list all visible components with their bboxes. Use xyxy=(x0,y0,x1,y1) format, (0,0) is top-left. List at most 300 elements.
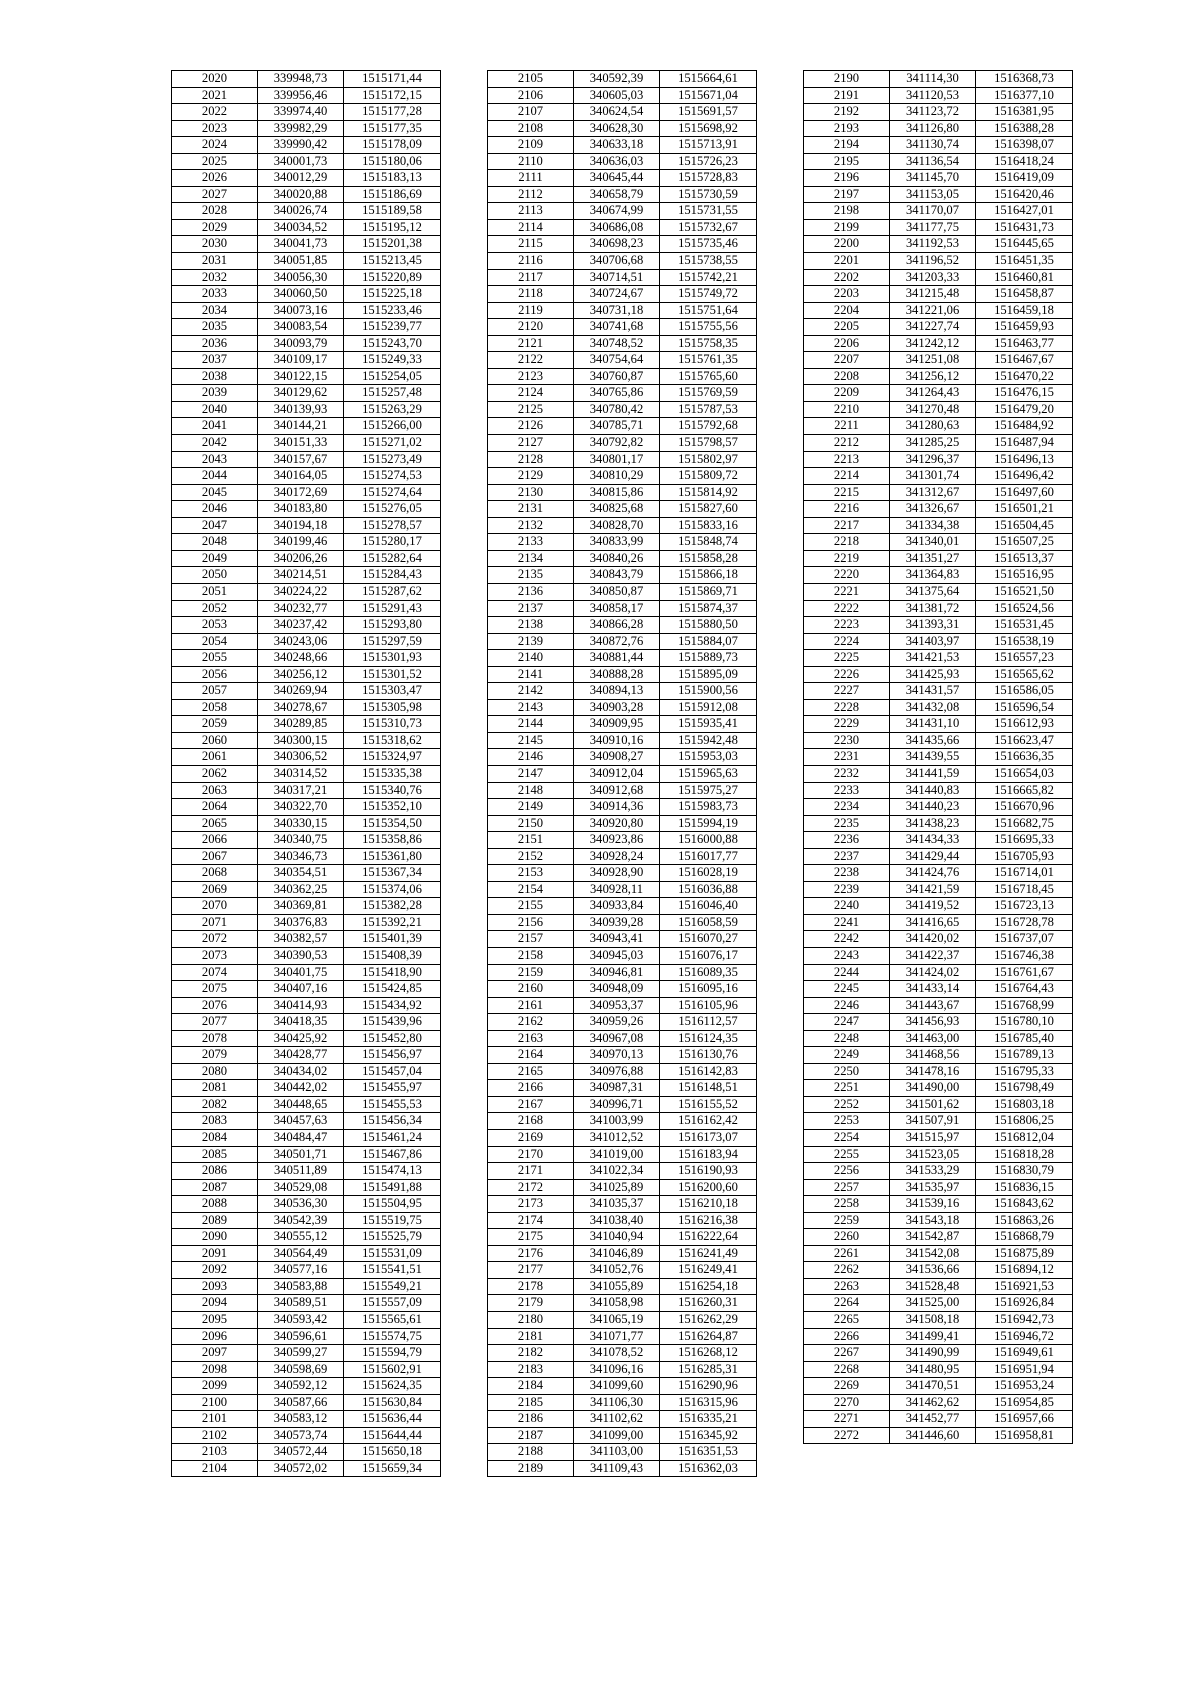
table-row xyxy=(172,219,441,236)
point-number-cell: 2036 xyxy=(172,335,258,352)
y-coordinate-cell: 1516818,28 xyxy=(976,1146,1073,1163)
y-coordinate-cell: 1515408,39 xyxy=(344,947,441,964)
x-coordinate-cell: 340593,42 xyxy=(258,1312,344,1329)
point-number-cell: 2211 xyxy=(804,418,890,435)
y-coordinate-cell: 1515738,55 xyxy=(660,253,757,270)
point-number-cell: 2117 xyxy=(488,269,574,286)
point-number-cell: 2061 xyxy=(172,749,258,766)
x-coordinate-cell: 341499,41 xyxy=(890,1328,976,1345)
point-number-cell: 2201 xyxy=(804,253,890,270)
table-row xyxy=(172,699,441,716)
y-coordinate-cell: 1515474,13 xyxy=(344,1163,441,1180)
table-row xyxy=(804,1262,1073,1279)
x-coordinate-cell: 341078,52 xyxy=(574,1345,660,1362)
table-row xyxy=(804,1212,1073,1229)
x-coordinate-cell: 340741,68 xyxy=(574,319,660,336)
table-row xyxy=(172,550,441,567)
x-coordinate-cell: 340577,16 xyxy=(258,1262,344,1279)
point-number-cell: 2120 xyxy=(488,319,574,336)
y-coordinate-cell: 1516262,29 xyxy=(660,1312,757,1329)
y-coordinate-cell: 1515848,74 xyxy=(660,534,757,551)
point-number-cell: 2124 xyxy=(488,385,574,402)
x-coordinate-cell: 340760,87 xyxy=(574,368,660,385)
table-row xyxy=(488,1113,757,1130)
point-number-cell: 2103 xyxy=(172,1444,258,1461)
point-number-cell: 2233 xyxy=(804,782,890,799)
x-coordinate-cell: 340923,86 xyxy=(574,832,660,849)
x-coordinate-cell: 340828,70 xyxy=(574,517,660,534)
table-row xyxy=(804,517,1073,534)
table-row xyxy=(804,236,1073,253)
y-coordinate-cell: 1515186,69 xyxy=(344,186,441,203)
table-row xyxy=(488,71,757,88)
table-row xyxy=(804,368,1073,385)
point-number-cell: 2174 xyxy=(488,1212,574,1229)
table-row xyxy=(804,931,1073,948)
table-row xyxy=(172,964,441,981)
table-row xyxy=(172,401,441,418)
table-row xyxy=(488,269,757,286)
table-row xyxy=(172,865,441,882)
point-number-cell: 2262 xyxy=(804,1262,890,1279)
point-number-cell: 2022 xyxy=(172,104,258,121)
table-row xyxy=(488,501,757,518)
table-row xyxy=(804,1063,1073,1080)
table-row xyxy=(804,1411,1073,1428)
y-coordinate-cell: 1515691,57 xyxy=(660,104,757,121)
x-coordinate-cell: 340484,47 xyxy=(258,1130,344,1147)
point-number-cell: 2173 xyxy=(488,1196,574,1213)
y-coordinate-cell: 1515758,35 xyxy=(660,335,757,352)
x-coordinate-cell: 341421,53 xyxy=(890,650,976,667)
point-number-cell: 2178 xyxy=(488,1278,574,1295)
x-coordinate-cell: 339982,29 xyxy=(258,120,344,137)
point-number-cell: 2184 xyxy=(488,1378,574,1395)
y-coordinate-cell: 1516216,38 xyxy=(660,1212,757,1229)
x-coordinate-cell: 340183,80 xyxy=(258,501,344,518)
y-coordinate-cell: 1516868,79 xyxy=(976,1229,1073,1246)
point-number-cell: 2164 xyxy=(488,1047,574,1064)
y-coordinate-cell: 1516142,83 xyxy=(660,1063,757,1080)
table-row xyxy=(488,1179,757,1196)
y-coordinate-cell: 1515392,21 xyxy=(344,914,441,931)
x-coordinate-cell: 340428,77 xyxy=(258,1047,344,1064)
x-coordinate-cell: 341340,01 xyxy=(890,534,976,551)
point-number-cell: 2030 xyxy=(172,236,258,253)
point-number-cell: 2215 xyxy=(804,484,890,501)
x-coordinate-cell: 341425,93 xyxy=(890,666,976,683)
table-row xyxy=(804,203,1073,220)
point-number-cell: 2126 xyxy=(488,418,574,435)
point-number-cell: 2086 xyxy=(172,1163,258,1180)
y-coordinate-cell: 1515273,49 xyxy=(344,451,441,468)
table-row xyxy=(804,683,1073,700)
x-coordinate-cell: 340959,26 xyxy=(574,1014,660,1031)
x-coordinate-cell: 341422,37 xyxy=(890,947,976,964)
table-row xyxy=(804,964,1073,981)
point-number-cell: 2085 xyxy=(172,1146,258,1163)
y-coordinate-cell: 1516345,92 xyxy=(660,1427,757,1444)
y-coordinate-cell: 1516654,03 xyxy=(976,765,1073,782)
x-coordinate-cell: 340414,93 xyxy=(258,997,344,1014)
y-coordinate-cell: 1516264,87 xyxy=(660,1328,757,1345)
table-row xyxy=(172,1014,441,1031)
y-coordinate-cell: 1515354,50 xyxy=(344,815,441,832)
y-coordinate-cell: 1515335,38 xyxy=(344,765,441,782)
point-number-cell: 2149 xyxy=(488,799,574,816)
y-coordinate-cell: 1515650,18 xyxy=(344,1444,441,1461)
y-coordinate-cell: 1516222,64 xyxy=(660,1229,757,1246)
point-number-cell: 2021 xyxy=(172,87,258,104)
y-coordinate-cell: 1515827,60 xyxy=(660,501,757,518)
x-coordinate-cell: 340129,62 xyxy=(258,385,344,402)
x-coordinate-cell: 341515,97 xyxy=(890,1130,976,1147)
table-row xyxy=(172,749,441,766)
point-number-cell: 2237 xyxy=(804,848,890,865)
point-number-cell: 2264 xyxy=(804,1295,890,1312)
point-number-cell: 2272 xyxy=(804,1427,890,1444)
y-coordinate-cell: 1515180,06 xyxy=(344,153,441,170)
x-coordinate-cell: 340928,24 xyxy=(574,848,660,865)
point-number-cell: 2116 xyxy=(488,253,574,270)
y-coordinate-cell: 1515257,48 xyxy=(344,385,441,402)
y-coordinate-cell: 1516714,01 xyxy=(976,865,1073,882)
y-coordinate-cell: 1515249,33 xyxy=(344,352,441,369)
point-number-cell: 2093 xyxy=(172,1278,258,1295)
x-coordinate-cell: 340073,16 xyxy=(258,302,344,319)
point-number-cell: 2108 xyxy=(488,120,574,137)
x-coordinate-cell: 340953,37 xyxy=(574,997,660,1014)
x-coordinate-cell: 340970,13 xyxy=(574,1047,660,1064)
point-number-cell: 2133 xyxy=(488,534,574,551)
table-row xyxy=(488,898,757,915)
y-coordinate-cell: 1515644,44 xyxy=(344,1427,441,1444)
x-coordinate-cell: 341539,16 xyxy=(890,1196,976,1213)
table-row xyxy=(804,1345,1073,1362)
y-coordinate-cell: 1515751,64 xyxy=(660,302,757,319)
x-coordinate-cell: 341543,18 xyxy=(890,1212,976,1229)
table-row xyxy=(172,914,441,931)
table-row xyxy=(172,617,441,634)
point-number-cell: 2136 xyxy=(488,583,574,600)
x-coordinate-cell: 341242,12 xyxy=(890,335,976,352)
point-number-cell: 2190 xyxy=(804,71,890,88)
x-coordinate-cell: 341203,33 xyxy=(890,269,976,286)
y-coordinate-cell: 1515418,90 xyxy=(344,964,441,981)
y-coordinate-cell: 1516524,56 xyxy=(976,600,1073,617)
table-row xyxy=(804,716,1073,733)
y-coordinate-cell: 1515172,15 xyxy=(344,87,441,104)
table-row xyxy=(172,1312,441,1329)
y-coordinate-cell: 1516521,50 xyxy=(976,583,1073,600)
table-row xyxy=(172,832,441,849)
table-row xyxy=(172,732,441,749)
y-coordinate-cell: 1516000,88 xyxy=(660,832,757,849)
table-row xyxy=(172,650,441,667)
point-number-cell: 2217 xyxy=(804,517,890,534)
y-coordinate-cell: 1515278,57 xyxy=(344,517,441,534)
x-coordinate-cell: 340920,80 xyxy=(574,815,660,832)
table-row xyxy=(172,881,441,898)
x-coordinate-cell: 340157,67 xyxy=(258,451,344,468)
y-coordinate-cell: 1516596,54 xyxy=(976,699,1073,716)
point-number-cell: 2246 xyxy=(804,997,890,1014)
y-coordinate-cell: 1515965,63 xyxy=(660,765,757,782)
table-row xyxy=(804,732,1073,749)
point-number-cell: 2162 xyxy=(488,1014,574,1031)
point-number-cell: 2024 xyxy=(172,137,258,154)
x-coordinate-cell: 340592,12 xyxy=(258,1378,344,1395)
point-number-cell: 2234 xyxy=(804,799,890,816)
y-coordinate-cell: 1516070,27 xyxy=(660,931,757,948)
x-coordinate-cell: 340765,86 xyxy=(574,385,660,402)
point-number-cell: 2228 xyxy=(804,699,890,716)
x-coordinate-cell: 341280,63 xyxy=(890,418,976,435)
point-number-cell: 2130 xyxy=(488,484,574,501)
x-coordinate-cell: 341136,54 xyxy=(890,153,976,170)
table-row xyxy=(172,815,441,832)
table-row xyxy=(172,203,441,220)
y-coordinate-cell: 1515900,56 xyxy=(660,683,757,700)
table-row xyxy=(804,749,1073,766)
table-row xyxy=(172,71,441,88)
x-coordinate-cell: 340346,73 xyxy=(258,848,344,865)
y-coordinate-cell: 1515455,97 xyxy=(344,1080,441,1097)
table-row xyxy=(488,1229,757,1246)
y-coordinate-cell: 1515276,05 xyxy=(344,501,441,518)
table-row xyxy=(172,1113,441,1130)
x-coordinate-cell: 340928,11 xyxy=(574,881,660,898)
point-number-cell: 2208 xyxy=(804,368,890,385)
point-number-cell: 2094 xyxy=(172,1295,258,1312)
point-number-cell: 2138 xyxy=(488,617,574,634)
y-coordinate-cell: 1516737,07 xyxy=(976,931,1073,948)
table-row xyxy=(488,517,757,534)
table-row xyxy=(804,253,1073,270)
y-coordinate-cell: 1515243,70 xyxy=(344,335,441,352)
table-row xyxy=(172,1345,441,1362)
x-coordinate-cell: 340511,89 xyxy=(258,1163,344,1180)
x-coordinate-cell: 341120,53 xyxy=(890,87,976,104)
y-coordinate-cell: 1515504,95 xyxy=(344,1196,441,1213)
point-number-cell: 2155 xyxy=(488,898,574,915)
x-coordinate-cell: 340001,73 xyxy=(258,153,344,170)
table-row xyxy=(172,583,441,600)
x-coordinate-cell: 341446,60 xyxy=(890,1427,976,1444)
x-coordinate-cell: 340592,39 xyxy=(574,71,660,88)
point-number-cell: 2193 xyxy=(804,120,890,137)
table-row xyxy=(172,981,441,998)
y-coordinate-cell: 1515630,84 xyxy=(344,1394,441,1411)
point-number-cell: 2080 xyxy=(172,1063,258,1080)
x-coordinate-cell: 340317,21 xyxy=(258,782,344,799)
point-number-cell: 2157 xyxy=(488,931,574,948)
table-row xyxy=(172,931,441,948)
y-coordinate-cell: 1516418,24 xyxy=(976,153,1073,170)
table-row xyxy=(488,435,757,452)
y-coordinate-cell: 1516200,60 xyxy=(660,1179,757,1196)
table-row xyxy=(804,881,1073,898)
table-row xyxy=(172,1163,441,1180)
point-number-cell: 2105 xyxy=(488,71,574,88)
point-number-cell: 2255 xyxy=(804,1146,890,1163)
y-coordinate-cell: 1516036,88 xyxy=(660,881,757,898)
table-row xyxy=(488,964,757,981)
y-coordinate-cell: 1515866,18 xyxy=(660,567,757,584)
x-coordinate-cell: 340674,99 xyxy=(574,203,660,220)
y-coordinate-cell: 1516484,92 xyxy=(976,418,1073,435)
table-row xyxy=(172,799,441,816)
x-coordinate-cell: 341055,89 xyxy=(574,1278,660,1295)
point-number-cell: 2027 xyxy=(172,186,258,203)
y-coordinate-cell: 1515183,13 xyxy=(344,170,441,187)
table-row xyxy=(488,1278,757,1295)
point-number-cell: 2058 xyxy=(172,699,258,716)
point-number-cell: 2049 xyxy=(172,550,258,567)
table-row xyxy=(488,219,757,236)
point-number-cell: 2154 xyxy=(488,881,574,898)
y-coordinate-cell: 1516112,57 xyxy=(660,1014,757,1031)
point-number-cell: 2102 xyxy=(172,1427,258,1444)
point-number-cell: 2169 xyxy=(488,1130,574,1147)
point-number-cell: 2196 xyxy=(804,170,890,187)
table-row xyxy=(804,617,1073,634)
y-coordinate-cell: 1515594,79 xyxy=(344,1345,441,1362)
x-coordinate-cell: 340754,64 xyxy=(574,352,660,369)
y-coordinate-cell: 1515455,53 xyxy=(344,1096,441,1113)
table-row xyxy=(488,1063,757,1080)
point-number-cell: 2140 xyxy=(488,650,574,667)
table-row xyxy=(488,1014,757,1031)
x-coordinate-cell: 341429,44 xyxy=(890,848,976,865)
point-number-cell: 2111 xyxy=(488,170,574,187)
y-coordinate-cell: 1516682,75 xyxy=(976,815,1073,832)
x-coordinate-cell: 340151,33 xyxy=(258,435,344,452)
y-coordinate-cell: 1516612,93 xyxy=(976,716,1073,733)
point-number-cell: 2267 xyxy=(804,1345,890,1362)
point-number-cell: 2095 xyxy=(172,1312,258,1329)
x-coordinate-cell: 341535,97 xyxy=(890,1179,976,1196)
x-coordinate-cell: 340946,81 xyxy=(574,964,660,981)
x-coordinate-cell: 341058,98 xyxy=(574,1295,660,1312)
table-row xyxy=(172,451,441,468)
x-coordinate-cell: 340041,73 xyxy=(258,236,344,253)
x-coordinate-cell: 340939,28 xyxy=(574,914,660,931)
x-coordinate-cell: 341351,27 xyxy=(890,550,976,567)
table-row xyxy=(172,1047,441,1064)
table-row xyxy=(804,848,1073,865)
table-row xyxy=(488,203,757,220)
y-coordinate-cell: 1516921,53 xyxy=(976,1278,1073,1295)
table-row xyxy=(488,997,757,1014)
point-number-cell: 2205 xyxy=(804,319,890,336)
y-coordinate-cell: 1515374,06 xyxy=(344,881,441,898)
y-coordinate-cell: 1515565,61 xyxy=(344,1312,441,1329)
y-coordinate-cell: 1515761,35 xyxy=(660,352,757,369)
table-row xyxy=(488,1345,757,1362)
y-coordinate-cell: 1516830,79 xyxy=(976,1163,1073,1180)
table-row xyxy=(488,468,757,485)
table-row xyxy=(172,683,441,700)
y-coordinate-cell: 1516467,67 xyxy=(976,352,1073,369)
point-number-cell: 2263 xyxy=(804,1278,890,1295)
point-number-cell: 2189 xyxy=(488,1460,574,1477)
y-coordinate-cell: 1515833,16 xyxy=(660,517,757,534)
y-coordinate-cell: 1515382,28 xyxy=(344,898,441,915)
y-coordinate-cell: 1516105,96 xyxy=(660,997,757,1014)
point-number-cell: 2244 xyxy=(804,964,890,981)
point-number-cell: 2221 xyxy=(804,583,890,600)
table-row xyxy=(172,352,441,369)
x-coordinate-cell: 340698,23 xyxy=(574,236,660,253)
point-number-cell: 2125 xyxy=(488,401,574,418)
x-coordinate-cell: 341106,30 xyxy=(574,1394,660,1411)
y-coordinate-cell: 1515233,46 xyxy=(344,302,441,319)
x-coordinate-cell: 340330,15 xyxy=(258,815,344,832)
point-number-cell: 2251 xyxy=(804,1080,890,1097)
table-row xyxy=(172,1460,441,1477)
y-coordinate-cell: 1516705,93 xyxy=(976,848,1073,865)
x-coordinate-cell: 340589,51 xyxy=(258,1295,344,1312)
y-coordinate-cell: 1516894,12 xyxy=(976,1262,1073,1279)
x-coordinate-cell: 341470,51 xyxy=(890,1378,976,1395)
x-coordinate-cell: 341432,08 xyxy=(890,699,976,716)
y-coordinate-cell: 1515531,09 xyxy=(344,1245,441,1262)
y-coordinate-cell: 1516017,77 xyxy=(660,848,757,865)
x-coordinate-cell: 340083,54 xyxy=(258,319,344,336)
x-coordinate-cell: 340976,88 xyxy=(574,1063,660,1080)
x-coordinate-cell: 341114,30 xyxy=(890,71,976,88)
table-row xyxy=(488,418,757,435)
point-number-cell: 2070 xyxy=(172,898,258,915)
table-row xyxy=(172,137,441,154)
point-number-cell: 2073 xyxy=(172,947,258,964)
x-coordinate-cell: 340910,16 xyxy=(574,732,660,749)
y-coordinate-cell: 1516501,21 xyxy=(976,501,1073,518)
y-coordinate-cell: 1515254,05 xyxy=(344,368,441,385)
table-row xyxy=(488,1427,757,1444)
table-row xyxy=(804,219,1073,236)
point-number-cell: 2054 xyxy=(172,633,258,650)
point-number-cell: 2143 xyxy=(488,699,574,716)
x-coordinate-cell: 341126,80 xyxy=(890,120,976,137)
y-coordinate-cell: 1516458,87 xyxy=(976,286,1073,303)
table-row xyxy=(804,1229,1073,1246)
y-coordinate-cell: 1516636,35 xyxy=(976,749,1073,766)
x-coordinate-cell: 340555,12 xyxy=(258,1229,344,1246)
point-number-cell: 2096 xyxy=(172,1328,258,1345)
table-row xyxy=(488,716,757,733)
point-number-cell: 2119 xyxy=(488,302,574,319)
x-coordinate-cell: 341381,72 xyxy=(890,600,976,617)
y-coordinate-cell: 1516427,01 xyxy=(976,203,1073,220)
y-coordinate-cell: 1516538,19 xyxy=(976,633,1073,650)
point-number-cell: 2071 xyxy=(172,914,258,931)
point-number-cell: 2168 xyxy=(488,1113,574,1130)
point-number-cell: 2077 xyxy=(172,1014,258,1031)
y-coordinate-cell: 1515274,53 xyxy=(344,468,441,485)
y-coordinate-cell: 1516780,10 xyxy=(976,1014,1073,1031)
x-coordinate-cell: 341525,00 xyxy=(890,1295,976,1312)
table-row xyxy=(488,1030,757,1047)
y-coordinate-cell: 1516479,20 xyxy=(976,401,1073,418)
table-row xyxy=(804,666,1073,683)
point-number-cell: 2129 xyxy=(488,468,574,485)
x-coordinate-cell: 340164,05 xyxy=(258,468,344,485)
table-row xyxy=(804,1113,1073,1130)
point-number-cell: 2088 xyxy=(172,1196,258,1213)
y-coordinate-cell: 1515889,73 xyxy=(660,650,757,667)
